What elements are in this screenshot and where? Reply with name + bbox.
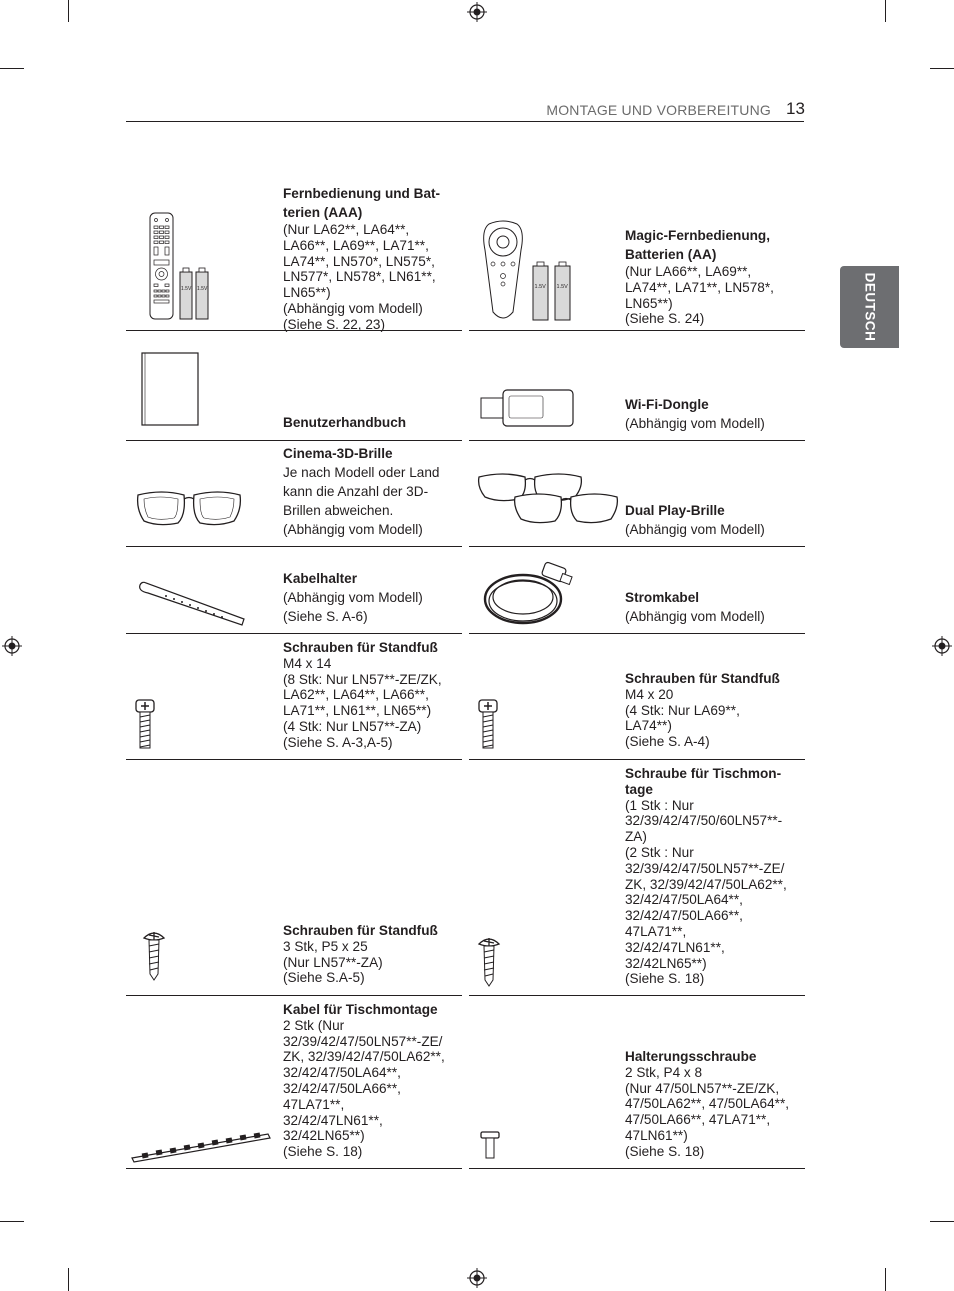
dual-play-glasses-icon	[475, 465, 623, 527]
item-stand-screws-m4x14	[126, 634, 462, 760]
screw-icon	[477, 698, 499, 752]
registration-mark-icon	[932, 636, 952, 656]
item-text	[625, 1049, 803, 1160]
item-detail: (Nur LA66**, LA69**, LA74**, LA71**, LN578*, LN65**) (Siehe S. 24)	[625, 264, 774, 327]
item-title: Kabelhalter	[283, 571, 358, 586]
item-remote	[126, 180, 462, 331]
battery-label: 1.5V	[534, 284, 546, 290]
header-divider	[126, 121, 804, 122]
item-manual	[126, 331, 462, 441]
power-cord-icon	[481, 561, 577, 627]
item-detail: 3 Stk, P5 x 25 (Nur LN57**-ZA) (Siehe S.A-5)	[283, 938, 383, 986]
crop-mark	[68, 1268, 69, 1291]
item-title: Stromkabel	[625, 590, 700, 605]
item-text	[625, 226, 803, 327]
item-title: Fernbedienung und Bat- terien (AAA)	[283, 186, 441, 220]
language-tab-label: DEUTSCH	[862, 272, 877, 342]
item-stand-screws-m4x20	[469, 634, 805, 760]
crop-mark	[0, 1221, 24, 1222]
cable-holder-icon	[136, 579, 248, 627]
item-detail: (Abhängig vom Modell)	[625, 609, 765, 624]
crop-mark	[68, 0, 69, 22]
item-title: Halterungsschraube	[625, 1049, 757, 1064]
item-title: Cinema-3D-Brille	[283, 446, 393, 461]
battery-label: 1.5V	[556, 284, 568, 290]
item-title: Schrauben für Standfuß	[283, 640, 438, 655]
page-number: 13	[786, 99, 805, 118]
crop-mark	[885, 1268, 886, 1291]
item-text	[283, 923, 459, 986]
crop-mark	[930, 68, 954, 69]
item-magic-remote	[469, 180, 805, 331]
crop-mark	[0, 68, 24, 69]
item-text	[283, 640, 459, 751]
item-title: Schrauben für Standfuß	[625, 671, 780, 686]
item-detail: (Nur LA62**, LA64**, LA66**, LA69**, LA71**, LA74**, LN570*, LN575*, LN577*, LN578*, LN61**, LN65**) (Abhängig vom Modell) (Siehe S. 22, 23)	[283, 222, 436, 332]
screw-icon	[477, 936, 501, 988]
remote-control-icon	[148, 210, 243, 322]
item-title: Schrauben für Standfuß	[283, 923, 438, 938]
item-title: Benutzerhandbuch	[283, 415, 407, 430]
item-table-mount-cable	[126, 996, 462, 1169]
item-detail: M4 x 20 (4 Stk: Nur LA69**, LA74**) (Siehe S. A-4)	[625, 686, 740, 750]
bracket-screw-icon	[479, 1130, 501, 1160]
screw-icon	[134, 698, 156, 752]
item-text	[625, 588, 803, 626]
item-wifi-dongle	[469, 331, 805, 441]
item-3d-glasses	[126, 441, 462, 547]
registration-mark-icon	[2, 636, 22, 656]
item-text	[283, 1002, 459, 1160]
item-power-cord	[469, 547, 805, 634]
item-text	[283, 569, 459, 626]
item-title: Kabel für Tischmontage	[283, 1002, 438, 1017]
item-title: Schraube für Tischmon- tage	[625, 766, 782, 797]
registration-mark-icon	[467, 2, 487, 22]
table-cable-icon	[128, 1128, 272, 1164]
section-title: MONTAGE UND VORBEREITUNG	[546, 102, 771, 118]
item-text	[283, 444, 459, 539]
glasses-3d-icon	[134, 485, 244, 533]
item-text	[283, 415, 459, 431]
manual-book-icon	[140, 349, 204, 429]
crop-mark	[885, 0, 886, 22]
item-text	[625, 501, 803, 539]
item-table-mount-screw	[469, 760, 805, 996]
item-title: Dual Play-Brille	[625, 503, 725, 518]
item-detail: 2 Stk (Nur 32/39/42/47/50LN57**-ZE/ ZK, 32/39/42/47/50LA62**, 32/42/47/50LA64**, 32/42/47/50LA66**, 47LA71**, 32/42/47LN61**, 32/42LN65**) (Siehe S. 18)	[283, 1017, 445, 1160]
registration-mark-icon	[467, 1268, 487, 1288]
item-detail: (Abhängig vom Modell)	[625, 522, 765, 537]
wifi-dongle-icon	[477, 388, 577, 428]
item-cable-holder	[126, 547, 462, 634]
item-detail: (1 Stk : Nur 32/39/42/47/50/60LN57**- ZA) (2 Stk : Nur 32/39/42/47/50LN57**-ZE/ ZK, 32/39/42/47/50LA62**, 32/42/47/50LA64**, 32/42/47/50LA66**, 47LA71**, 32/42/47LN61**, 32/42LN65**) (Siehe S. 18)	[625, 797, 787, 987]
item-title: Magic-Fernbedienung, Batterien (AA)	[625, 228, 771, 262]
screw-icon	[142, 930, 166, 982]
item-title: Wi-Fi-Dongle	[625, 397, 709, 412]
item-detail: (Abhängig vom Modell)	[625, 416, 765, 431]
item-text	[625, 671, 803, 750]
item-detail: Je nach Modell oder Land kann die Anzahl der 3D- Brillen abweichen. (Abhängig vom Modell)	[283, 465, 440, 537]
item-bracket-screw	[469, 996, 805, 1169]
battery-label: 1.5V	[197, 286, 208, 292]
item-text	[625, 395, 803, 433]
item-detail: M4 x 14 (8 Stk: Nur LN57**-ZE/ZK, LA62**, LA64**, LA66**, LA71**, LN61**, LN65**) (4 Stk: Nur LN57**-ZA) (Siehe S. A-3,A-5)	[283, 655, 442, 750]
item-text	[283, 184, 459, 333]
language-tab	[840, 266, 899, 348]
item-text	[625, 766, 803, 987]
item-detail: (Abhängig vom Modell) (Siehe S. A-6)	[283, 590, 423, 624]
magic-remote-icon	[479, 220, 579, 324]
item-dual-play-glasses	[469, 441, 805, 547]
item-detail: 2 Stk, P4 x 8 (Nur 47/50LN57**-ZE/ZK, 47/50LA62**, 47/50LA64**, 47/50LA66**, 47LA71**, 47LN61**) (Siehe S. 18)	[625, 1064, 790, 1159]
crop-mark	[930, 1221, 954, 1222]
item-stand-screws-p5x25	[126, 760, 462, 996]
battery-label: 1.5V	[181, 286, 192, 292]
